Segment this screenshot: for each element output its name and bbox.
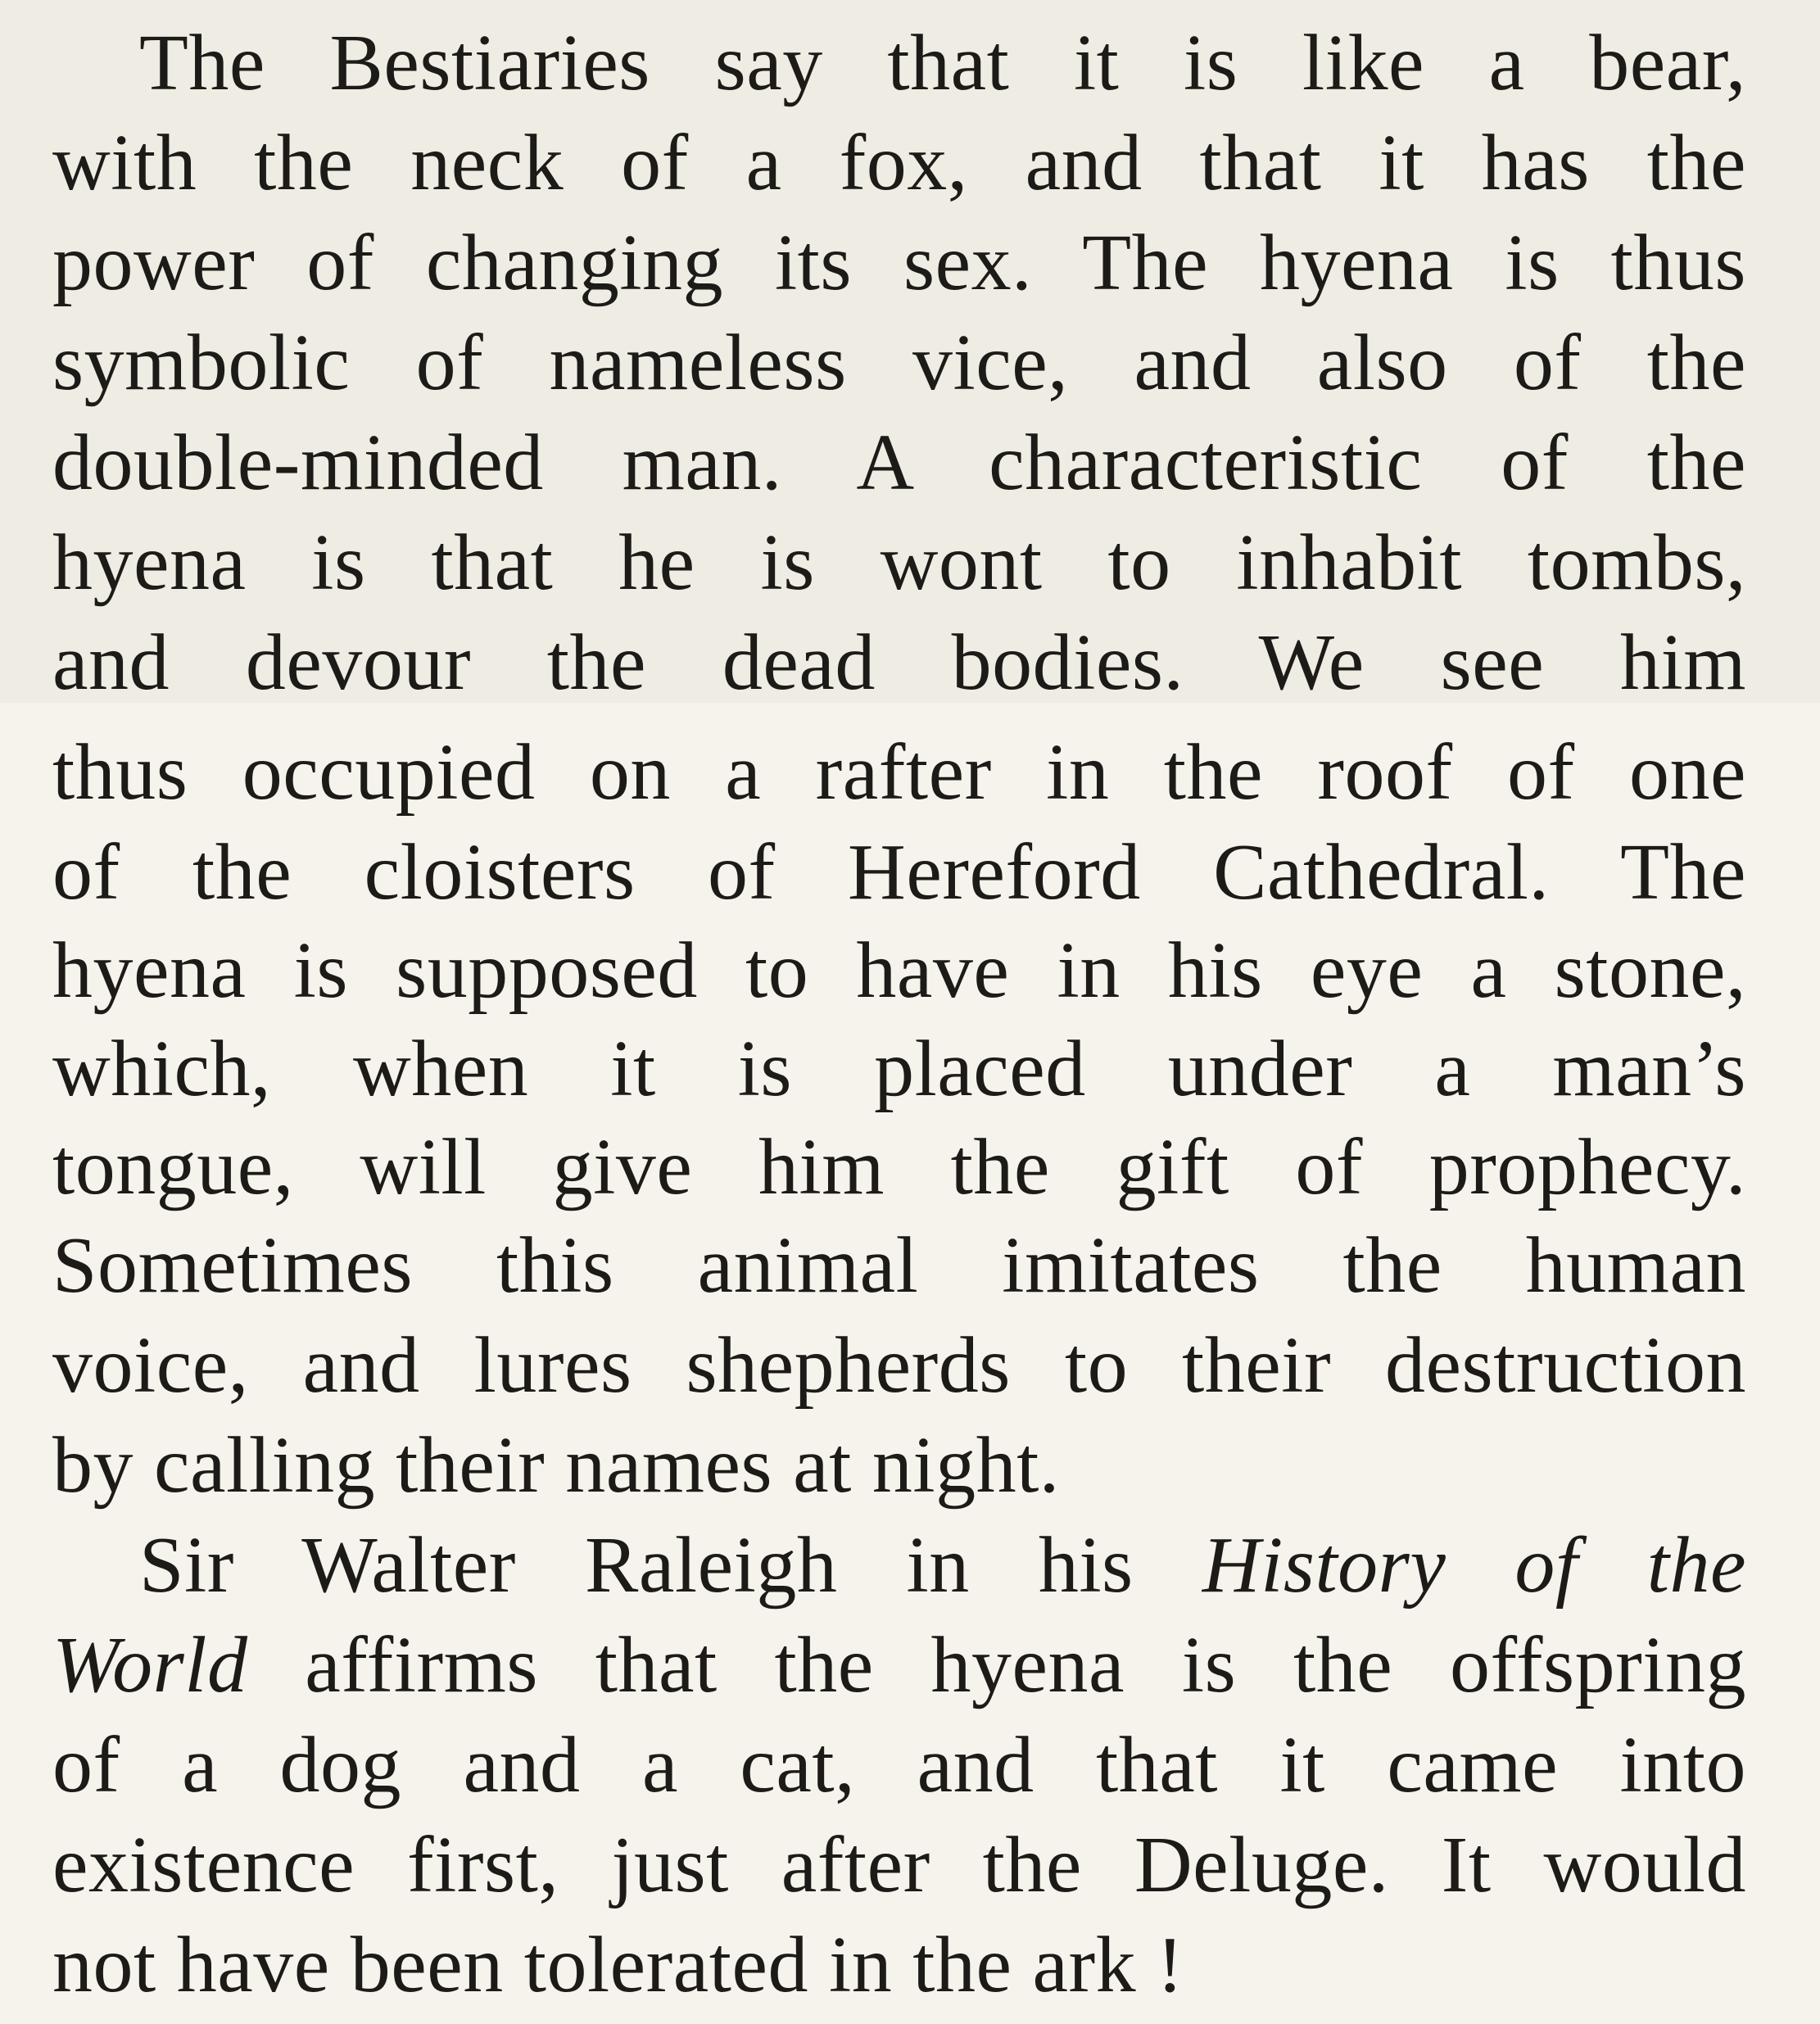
text-line <box>139 1520 1746 1610</box>
text-line: symbolic of nameless vice, and also of the <box>52 319 1746 407</box>
text-line: not have been tolerated in the ark ! <box>52 1921 1184 2009</box>
text-line: and devour the dead bodies. We see him <box>52 618 1746 707</box>
text-line: double-minded man. A characteristic of the <box>52 419 1746 507</box>
text-line: voice, and lures shepherds to their destruction <box>52 1321 1746 1410</box>
text-line: thus occupied on a rafter in the roof of one <box>52 728 1746 817</box>
book-title-italic: World <box>52 1621 248 1709</box>
book-title-italic: History of the <box>1202 1521 1746 1610</box>
text-line: The Bestiaries say that it is like a bear, <box>139 19 1746 107</box>
text-line: hyena is that he is wont to inhabit tombs, <box>52 518 1746 607</box>
text-line: power of changing its sex. The hyena is thus <box>52 219 1746 307</box>
text-line: which, when it is placed under a man’s <box>52 1025 1746 1113</box>
text-line: hyena is supposed to have in his eye a stone, <box>52 926 1746 1015</box>
text-span: Sir Walter Raleigh in his <box>139 1521 1202 1610</box>
text-line: by calling their names at night. <box>52 1421 1060 1510</box>
text-line: of the cloisters of Hereford Cathedral. The <box>52 828 1746 917</box>
text-line: of a dog and a cat, and that it came into <box>52 1721 1746 1809</box>
text-line: existence first, just after the Deluge. It would <box>52 1821 1746 1909</box>
text-line: tongue, will give him the gift of prophecy. <box>52 1123 1746 1211</box>
text-line <box>52 1620 1746 1710</box>
text-line: Sometimes this animal imitates the human <box>52 1221 1746 1310</box>
text-line: with the neck of a fox, and that it has the <box>52 119 1746 207</box>
text-span: affirms that the hyena is the offspring <box>247 1621 1746 1709</box>
